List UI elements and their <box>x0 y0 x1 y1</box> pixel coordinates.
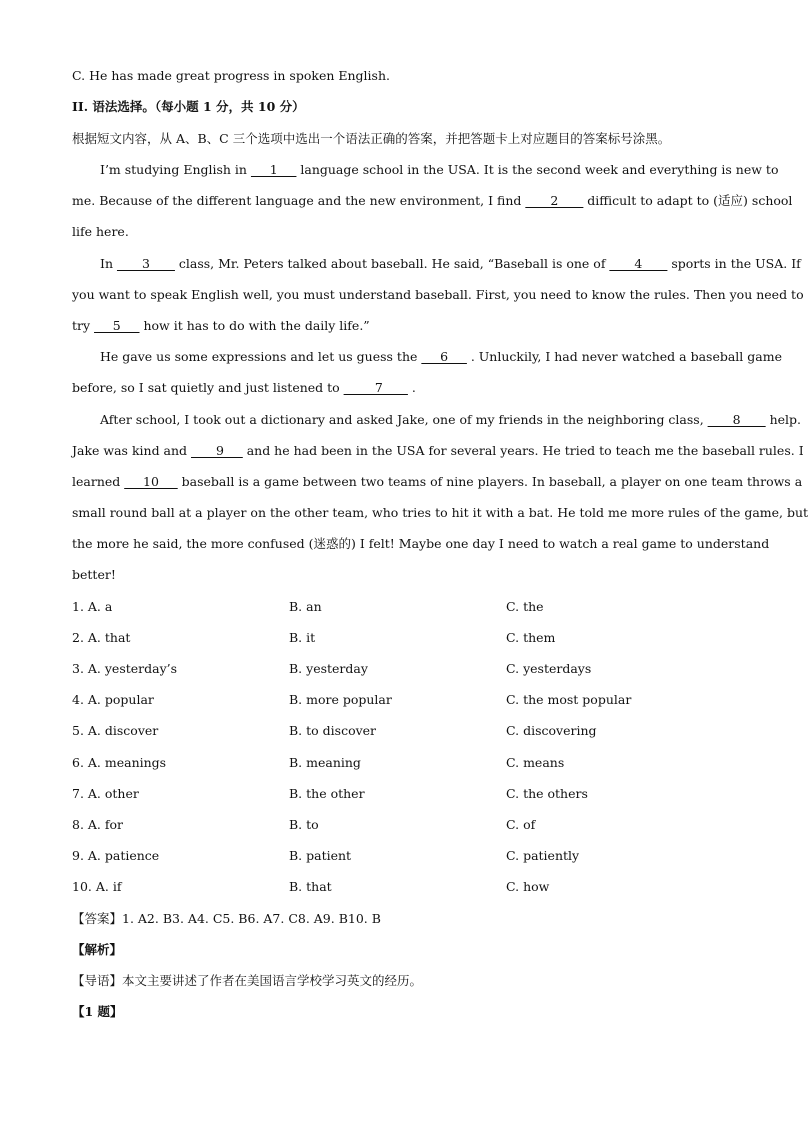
option-6-c: C. means <box>506 755 565 770</box>
question-1-label: 【1 题】 <box>72 1004 123 1019</box>
option-9-c: C. patiently <box>506 848 580 863</box>
blank-3: ____3____ <box>116 256 175 271</box>
option-2-a: 2. A. that <box>72 630 131 645</box>
option-5-a: 5. A. discover <box>72 723 159 738</box>
option-3-a: 3. A. yesterday’s <box>72 661 178 676</box>
option-4-b: B. more popular <box>289 692 392 707</box>
option-1-b: B. an <box>289 599 322 614</box>
passage-line: In ____3____ class, Mr. Peters talked about baseball. He said, “Baseball is one of ____4____ sports in the USA. If <box>100 256 801 271</box>
answer-key: 【答案】1. A2. B3. A4. C5. B6. A7. C8. A9. B10. B <box>72 911 381 926</box>
passage-line: before, so I sat quietly and just listened to _____7____ . <box>72 380 416 395</box>
blank-6: ___6___ <box>421 349 467 364</box>
blank-8: ____8____ <box>707 412 766 427</box>
passage-line: you want to speak English well, you must understand baseball. First, you need to know the rules. Then you need to <box>72 287 804 302</box>
blank-4: ____4____ <box>609 256 668 271</box>
option-1-a: 1. A. a <box>72 599 113 614</box>
option-1-c: C. the <box>506 599 544 614</box>
option-6-a: 6. A. meanings <box>72 755 167 770</box>
passage-line: life here. <box>72 224 129 239</box>
option-9-a: 9. A. patience <box>72 848 160 863</box>
option-6-b: B. meaning <box>289 755 361 770</box>
passage-line: try ___5___ how it has to do with the daily life.” <box>72 318 370 333</box>
option-8-b: B. to <box>289 817 319 832</box>
blank-5: ___5___ <box>94 318 140 333</box>
option-10-b: B. that <box>289 879 332 894</box>
option-7-c: C. the others <box>506 786 588 801</box>
option-3-b: B. yesterday <box>289 661 368 676</box>
section-title: II. 语法选择。（每小题 1 分，共 10 分） <box>72 99 305 114</box>
previous-question-option: C. He has made great progress in spoken English. <box>72 68 390 83</box>
option-3-c: C. yesterdays <box>506 661 592 676</box>
option-5-c: C. discovering <box>506 723 597 738</box>
option-10-a: 10. A. if <box>72 879 122 894</box>
blank-9: ____9___ <box>191 443 243 458</box>
guide-text: 【导语】本文主要讲述了作者在美国语言学校学习英文的经历。 <box>72 973 423 988</box>
option-2-c: C. them <box>506 630 556 645</box>
passage-line: I’m studying English in ___1___ language school in the USA. It is the second week and everything is new to <box>100 162 779 177</box>
passage-line: small round ball at a player on the other team, who tries to hit it with a bat. He told me more rules of the game, but <box>72 505 808 520</box>
option-4-a: 4. A. popular <box>72 692 154 707</box>
analysis-label: 【解析】 <box>72 942 123 957</box>
option-8-c: C. of <box>506 817 536 832</box>
option-9-b: B. patient <box>289 848 352 863</box>
passage-line: After school, I took out a dictionary and asked Jake, one of my friends in the neighboring class, ____8____ help. <box>100 412 802 427</box>
blank-7: _____7____ <box>343 380 408 395</box>
option-7-a: 7. A. other <box>72 786 139 801</box>
passage-line: He gave us some expressions and let us guess the ___6___ . Unluckily, I had never watched a baseball game <box>100 349 782 364</box>
blank-1: ___1___ <box>250 162 297 177</box>
option-4-c: C. the most popular <box>506 692 632 707</box>
passage-line: me. Because of the different language and the new environment, I find ____2____ difficult to adapt to (适应) school <box>72 193 793 208</box>
passage-line: Jake was kind and ____9___ and he had been in the USA for several years. He tried to teach me the baseball rules. I <box>72 443 804 458</box>
option-10-c: C. how <box>506 879 550 894</box>
passage-line: learned ___10___ baseball is a game between two teams of nine players. In baseball, a player on one team throws a <box>72 474 803 489</box>
option-2-b: B. it <box>289 630 316 645</box>
passage-line: better! <box>72 567 116 582</box>
option-5-b: B. to discover <box>289 723 377 738</box>
blank-10: ___10___ <box>124 474 178 489</box>
blank-2: ____2____ <box>525 193 584 208</box>
passage-line: the more he said, the more confused (迷惑的) I felt! Maybe one day I need to watch a real game to understand <box>72 536 770 551</box>
option-7-b: B. the other <box>289 786 365 801</box>
option-8-a: 8. A. for <box>72 817 124 832</box>
section-instruction: 根据短文内容，从 A、B、C 三个选项中选出一个语法正确的答案，并把答题卡上对应题目的答案标号涂黑。 <box>72 131 671 146</box>
